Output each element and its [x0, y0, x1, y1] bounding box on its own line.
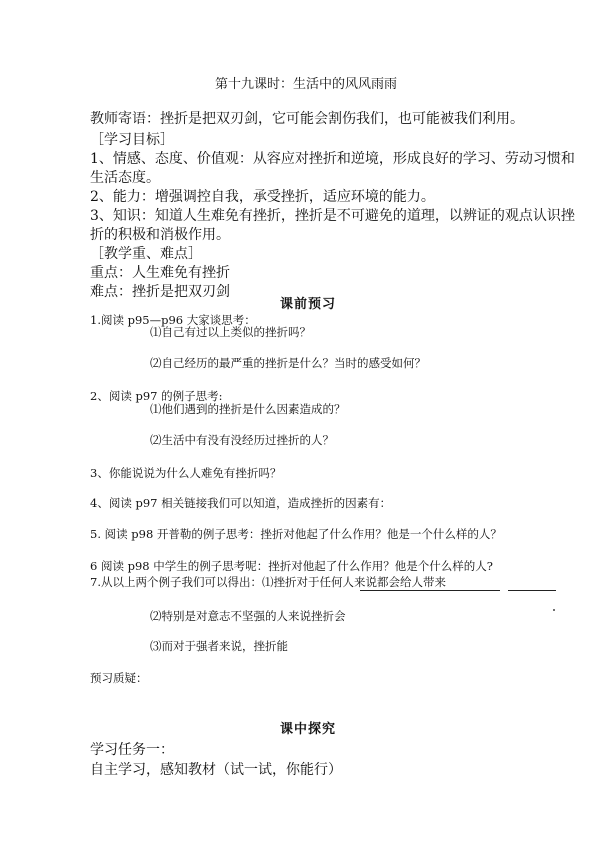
answer-blank-line: [360, 590, 500, 591]
question-1a: ⑴自己有过以上类似的挫折吗？: [150, 325, 311, 339]
goal-3-line-1: 3、知识：知道人生难免有挫折，挫折是不可避免的道理，以辨证的观点认识挫: [90, 208, 575, 224]
task-description: 自主学习，感知教材（试一试，你能行）: [90, 762, 342, 778]
scan-speck: [553, 609, 555, 611]
task-heading: 学习任务一：: [90, 742, 174, 758]
question-2a: ⑴他们遇到的挫折是什么因素造成的？: [150, 402, 346, 416]
question-4: 4、阅读 p97 相关链接我们可以知道，造成挫折的因素有：: [90, 496, 392, 510]
question-2b: ⑵生活中有没有没经历过挫折的人？: [150, 433, 334, 447]
question-7b: ⑵特别是对意志不坚强的人来说挫折会: [150, 609, 346, 623]
question-6: 6 阅读 p98 中学生的例子思考呢：挫折对他起了什么作用？他是个什么样的人?: [90, 559, 493, 573]
goal-1-line-2: 生活态度。: [90, 170, 160, 186]
goal-2: 2、能力：增强调控自我，承受挫折，适应环境的能力。: [90, 189, 435, 205]
key-point: 重点：人生难免有挫折: [90, 265, 230, 281]
question-7: 7.从以上两个例子我们可以得出：⑴挫折对于任何人来说都会给人带来: [90, 575, 446, 589]
question-2: 2、阅读 p97 的例子思考:: [90, 389, 223, 403]
question-1b: ⑵自己经历的最严重的挫折是什么？当时的感受如何？: [150, 356, 426, 370]
answer-blank-line-end: [508, 590, 556, 591]
goal-1-line-1: 1、情感、态度、价值观：从容应对挫折和逆境，形成良好的学习、劳动习惯和: [90, 151, 575, 167]
goal-3-line-2: 折的积极和消极作用。: [90, 227, 230, 243]
question-1: 1.阅读 p95—p96 大家谈思考：: [90, 313, 256, 327]
question-3: 3、你能说说为什么人难免有挫折吗？: [90, 466, 282, 480]
preview-doubts: 预习质疑：: [90, 671, 148, 685]
goals-heading: ［学习目标］: [90, 132, 174, 148]
key-points-heading: ［教学重、难点］: [90, 246, 202, 262]
teacher-message: 教师寄语：挫折是把双刃剑，它可能会割伤我们，也可能被我们利用。: [90, 111, 524, 127]
hard-point: 难点：挫折是把双刃剑: [90, 284, 230, 300]
question-5: 5. 阅读 p98 开普勒的例子思考：挫折对他起了什么作用？他是一个什么样的人？: [90, 527, 502, 541]
preview-heading: 课前预习: [280, 297, 337, 312]
explore-heading: 课中探究: [280, 722, 337, 737]
lesson-title: 第十九课时：生活中的风风雨雨: [215, 77, 398, 92]
question-7c: ⑶而对于强者来说，挫折能: [150, 639, 288, 653]
